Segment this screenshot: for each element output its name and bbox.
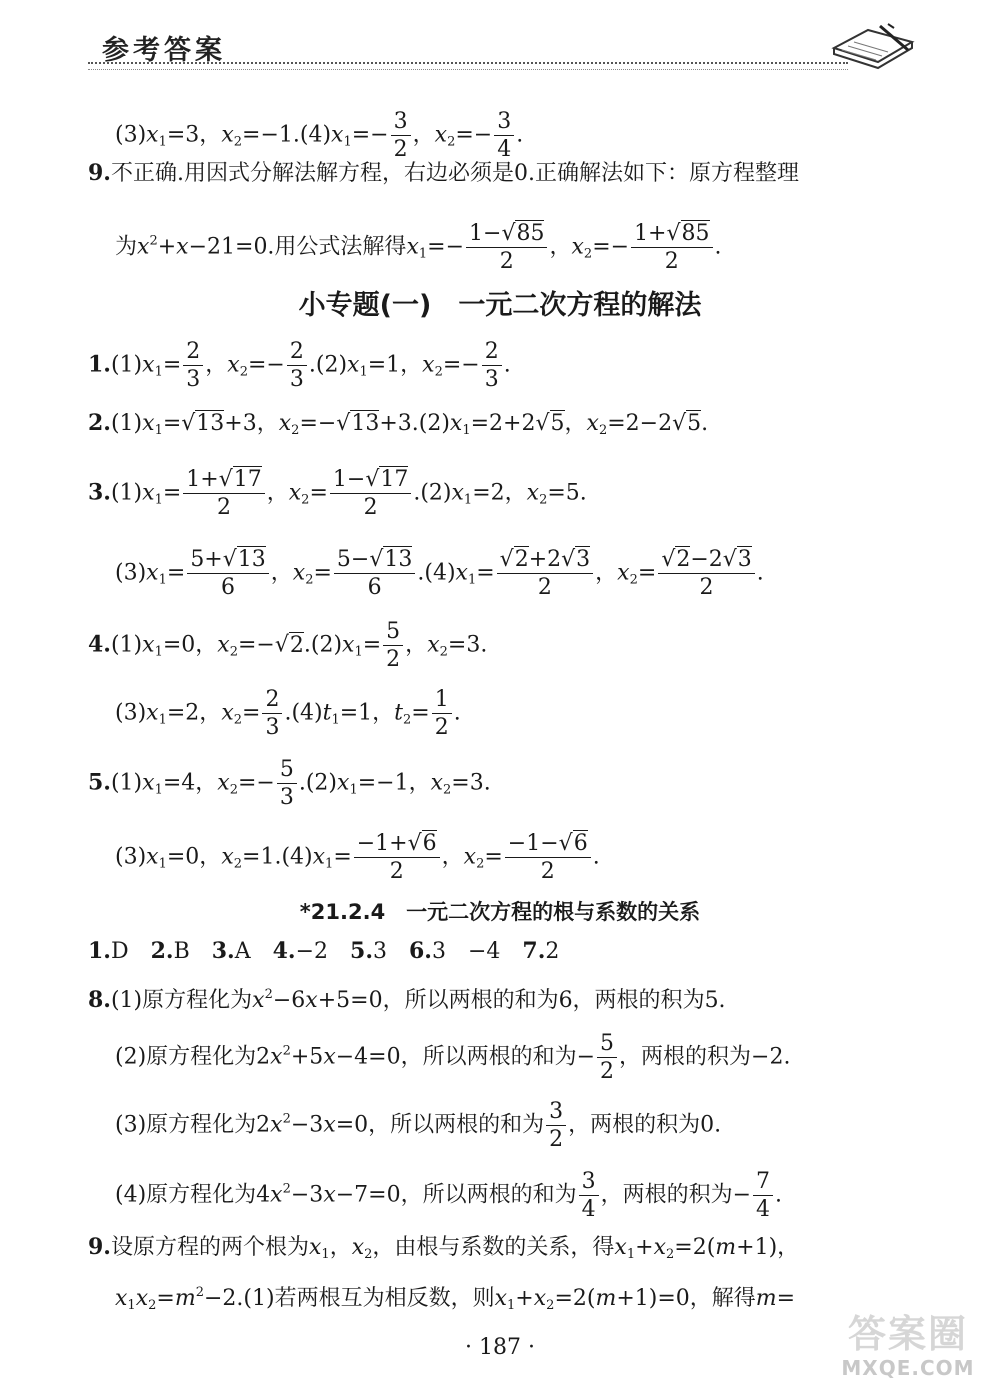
answer-line: $(3)x_1=$ $\frac{5+√13}{6}$ ，$x_2=$ $\frac{5-√13}{6}$ $.(4)x_1=$ $\frac{√2+2√3}{2}$ ，$x_2=$ $\frac{√2-2√3}{2}$ . bbox=[115, 547, 764, 601]
section-title: *21.2.4 一元二次方程的根与系数的关系 bbox=[299, 900, 701, 924]
header-title: 参考答案 bbox=[102, 35, 226, 66]
answer-line: 为$x^2+x-21=0$.用公式法解得$x_1=-$ $\frac{1-√85}{2}$ ，$x_2=-$ $\frac{1+√85}{2}$ . bbox=[115, 221, 722, 275]
answer-line: $(3)x_1=3$，$x_2=-1.(4)x_1=-$ $\frac{3}{2}$ ，$x_2=-$ $\frac{3}{4}$ . bbox=[115, 109, 524, 163]
header-divider-secondary bbox=[88, 69, 848, 70]
page-header bbox=[88, 20, 918, 80]
watermark-url: MXQE.COM bbox=[841, 1356, 975, 1380]
site-watermark bbox=[828, 1312, 988, 1390]
watermark-logo-text: 答案圈 bbox=[847, 1312, 968, 1356]
answer-line: 9.设原方程的两个根为$x_1$，$x_2$，由根与系数的关系，得$x_1+x_2=2(m+1)$， bbox=[88, 1234, 800, 1262]
answer-line: $1.(1)x_1=$ $\frac{2}{3}$ ，$x_2=-$ $\frac{2}{3}$ $.(2)x_1=1$，$x_2=-$ $\frac{2}{3}$ . bbox=[88, 339, 511, 393]
answer-line: $2.(1)x_1=√13+3$，$x_2=-√13+3.(2)x_1=2+2√5$，$x_2=2-2√5$. bbox=[88, 410, 709, 438]
answer-line: (4)原方程化为$4x^2-3x-7=0$，所以两根的和为 $\frac{3}{4}$ ，两根的积为− $\frac{7}{4}$ . bbox=[115, 1169, 783, 1223]
section-title: 小专题(一) 一元二次方程的解法 bbox=[298, 290, 702, 321]
answer-line: $5.(1)x_1=4$，$x_2=-$ $\frac{5}{3}$ $.(2)x_1=-1$，$x_2=3$. bbox=[88, 757, 491, 811]
answer-line: 8.(1)原方程化为$x^2-6x+5=0$，所以两根的和为6，两根的积为5. bbox=[88, 987, 726, 1013]
answer-line: (2)原方程化为$2x^2+5x-4=0$，所以两根的和为− $\frac{5}{2}$ ，两根的积为−2. bbox=[115, 1031, 791, 1085]
answer-line: 1.D 2.B 3.A 4.−2 5.3 6.3 −4 7.2 bbox=[88, 938, 560, 964]
answer-line: 9.不正确.用因式分解法解方程，右边必须是0.正确解法如下：原方程整理 bbox=[88, 160, 799, 186]
header-divider bbox=[88, 62, 848, 64]
answer-line: $3.(1)x_1=$ $\frac{1+√17}{2}$ ，$x_2=$ $\frac{1-√17}{2}$ $.(2)x_1=2$，$x_2=5$. bbox=[88, 467, 587, 521]
answer-line: $(3)x_1=2$，$x_2=$ $\frac{2}{3}$ $.(4)t_1=1$，$t_2=$ $\frac{1}{2}$ . bbox=[115, 687, 461, 741]
answer-line: $x_1x_2=m^2-2.(1)$若两根互为相反数，则$x_1+x_2=2(m+1)=0$，解得m= bbox=[115, 1285, 796, 1313]
answer-line: (3)原方程化为$2x^2-3x=0$，所以两根的和为 $\frac{3}{2}$ ，两根的积为0. bbox=[115, 1099, 722, 1153]
page-number: · 187 · bbox=[465, 1335, 535, 1360]
answer-line: $4.(1)x_1=0$，$x_2=-√2.(2)x_1=$ $\frac{5}{2}$ ，$x_2=3$. bbox=[88, 619, 488, 673]
book-pencil-icon bbox=[828, 20, 918, 76]
answer-line: $(3)x_1=0$，$x_2=1.(4)x_1=$ $\frac{-1+√6}{2}$ ，$x_2=$ $\frac{-1-√6}{2}$ . bbox=[115, 831, 600, 885]
